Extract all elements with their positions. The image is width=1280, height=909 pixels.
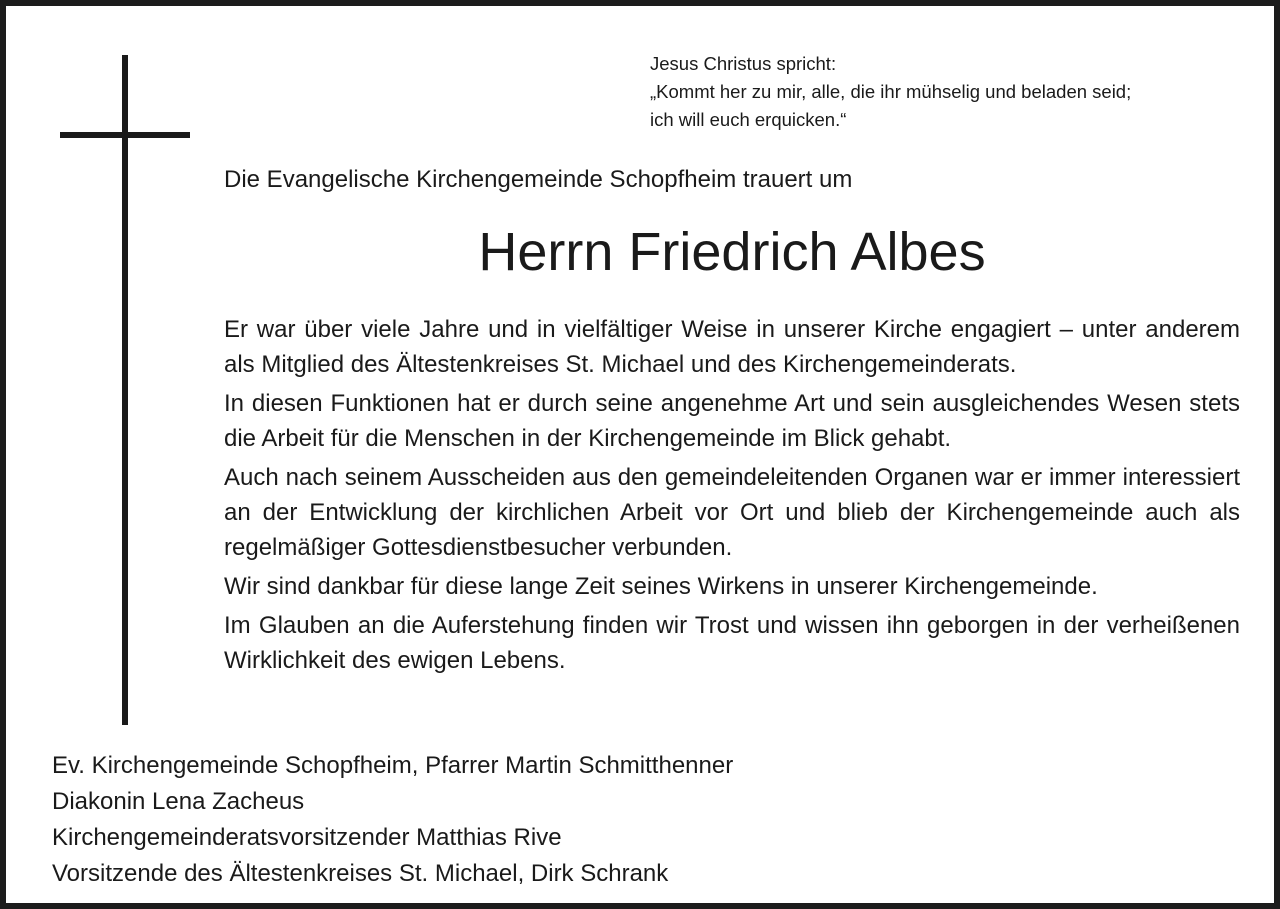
signature-line-deacon: Diakonin Lena Zacheus — [52, 788, 305, 815]
paragraph-functions: In diesen Funktionen hat er durch seine angenehme Art und sein ausgleichendes Wesen stets die Arbeit für die Menschen in der Kirchengemeinde im Blick gehabt. — [224, 390, 1240, 452]
cross-icon-horizontal-bar — [60, 132, 190, 138]
signature-line-pastor: Ev. Kirchengemeinde Schopfheim, Pfarrer Martin Schmitthenner — [52, 752, 734, 779]
quote-line-1: Jesus Christus spricht: — [650, 53, 837, 74]
quote-line-2: „Kommt her zu mir, alle, die ihr mühselig und beladen seid; — [650, 81, 1132, 102]
obituary-body — [224, 312, 1240, 682]
signature-line-council-chair: Kirchengemeinderatsvorsitzender Matthias Rive — [52, 824, 562, 851]
intro-line: Die Evangelische Kirchengemeinde Schopfheim trauert um — [224, 166, 853, 193]
paragraph-faith: Im Glauben an die Auferstehung finden wir Trost und wissen ihn geborgen in der verheißenen Wirklichkeit des ewigen Lebens. — [224, 612, 1240, 674]
paragraph-gratitude: Wir sind dankbar für diese lange Zeit seines Wirkens in unserer Kirchengemeinde. — [224, 573, 1098, 600]
signatures-block — [52, 748, 733, 892]
quote-line-3: ich will euch erquicken.“ — [650, 109, 847, 130]
signature-line-elders-chair: Vorsitzende des Ältestenkreises St. Michael, Dirk Schrank — [52, 860, 669, 887]
paragraph-engagement: Er war über viele Jahre und in vielfältiger Weise in unserer Kirche engagiert – unter anderem als Mitglied des Ältestenkreises St. Michael und des Kirchengemeinderats. — [224, 316, 1240, 378]
cross-icon-vertical-bar — [122, 55, 128, 725]
paragraph-later-years: Auch nach seinem Ausscheiden aus den gemeindeleitenden Organen war er immer interessiert an der Entwicklung der kirchlichen Arbeit vor Ort und blieb der Kirchengemeinde auch als regelmäßiger Gottesdienstbesucher verbunden. — [224, 464, 1240, 561]
bible-quote — [650, 50, 1250, 134]
deceased-name: Herrn Friedrich Albes — [478, 222, 986, 282]
